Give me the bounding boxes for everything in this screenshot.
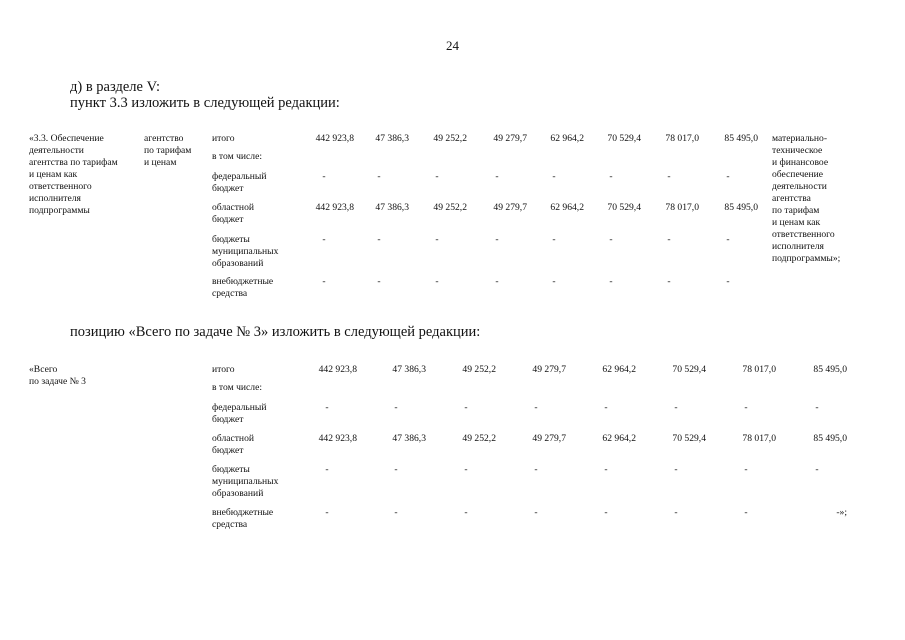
table-cell: 47 386,3 bbox=[392, 433, 426, 444]
table-cell: - bbox=[435, 234, 439, 245]
table-cell: - bbox=[464, 464, 468, 475]
section2-intro: позицию «Всего по задаче № 3» изложить в следующей редакции: bbox=[70, 324, 481, 340]
table-cell: - bbox=[394, 464, 398, 475]
table-cell: 70 529,4 bbox=[607, 133, 641, 144]
table-cell: - bbox=[322, 171, 326, 182]
table-cell: - bbox=[744, 402, 748, 413]
table-cell: 49 252,2 bbox=[433, 202, 467, 213]
table-cell: - bbox=[464, 507, 468, 518]
table-cell: 78 017,0 bbox=[742, 364, 776, 375]
table-cell: - bbox=[667, 234, 671, 245]
row-label: в том числе: bbox=[212, 382, 263, 393]
expected-result: материально- техническое и финансовое обеспечение деятельности агентства по тарифам и ценам как ответственного исполнителя подпрограммы»; bbox=[772, 133, 841, 264]
table-cell: 49 252,2 bbox=[433, 133, 467, 144]
table-cell: 62 964,2 bbox=[602, 433, 636, 444]
table-cell: 85 495,0 bbox=[813, 433, 847, 444]
intro-line-1: д) в разделе V: bbox=[70, 79, 160, 95]
table-cell: 85 495,0 bbox=[724, 202, 758, 213]
table-cell: - bbox=[325, 402, 329, 413]
row-label: итого bbox=[212, 133, 235, 144]
table-cell: 47 386,3 bbox=[375, 133, 409, 144]
table-cell: - bbox=[552, 171, 556, 182]
row-label: в том числе: bbox=[212, 151, 263, 162]
table-cell: - bbox=[325, 507, 329, 518]
table-cell: - bbox=[394, 507, 398, 518]
table-cell: - bbox=[464, 402, 468, 413]
table-cell: - bbox=[394, 402, 398, 413]
table-cell: - bbox=[609, 234, 613, 245]
row-label: внебюджетные средства bbox=[212, 507, 274, 530]
table-cell: 49 252,2 bbox=[462, 364, 496, 375]
table-cell: - bbox=[744, 507, 748, 518]
table-cell: - bbox=[552, 276, 556, 287]
table-cell: - bbox=[534, 464, 538, 475]
table-cell: - bbox=[495, 276, 499, 287]
table-cell: - bbox=[674, 507, 678, 518]
table-cell: - bbox=[674, 402, 678, 413]
table-cell: - bbox=[377, 171, 381, 182]
page-number: 24 bbox=[446, 38, 459, 53]
table-cell: - bbox=[726, 234, 730, 245]
row-label: бюджеты муниципальных образований bbox=[212, 234, 279, 269]
table-cell: 442 923,8 bbox=[315, 133, 354, 144]
table-cell: - bbox=[435, 276, 439, 287]
table-cell: 78 017,0 bbox=[665, 133, 699, 144]
table-cell: 442 923,8 bbox=[318, 433, 357, 444]
table-cell: - bbox=[609, 276, 613, 287]
table-cell: 62 964,2 bbox=[550, 133, 584, 144]
row-label: областной бюджет bbox=[212, 433, 255, 456]
table-cell: 78 017,0 bbox=[665, 202, 699, 213]
table-cell: 70 529,4 bbox=[672, 364, 706, 375]
table-cell: 85 495,0 bbox=[813, 364, 847, 375]
intro-line-2: пункт 3.3 изложить в следующей редакции: bbox=[70, 95, 340, 111]
table-cell: - bbox=[325, 464, 329, 475]
table-cell: 70 529,4 bbox=[672, 433, 706, 444]
table-cell: 47 386,3 bbox=[375, 202, 409, 213]
table-cell: 442 923,8 bbox=[315, 202, 354, 213]
row-label: федеральный бюджет bbox=[212, 171, 267, 194]
table-cell: - bbox=[534, 507, 538, 518]
table-cell: - bbox=[604, 464, 608, 475]
table-cell: - bbox=[534, 402, 538, 413]
table-cell: 78 017,0 bbox=[742, 433, 776, 444]
table-cell: 49 252,2 bbox=[462, 433, 496, 444]
table-cell: 62 964,2 bbox=[602, 364, 636, 375]
table-cell: - bbox=[495, 234, 499, 245]
table-cell: - bbox=[815, 402, 819, 413]
table-cell: - bbox=[604, 507, 608, 518]
row-label: итого bbox=[212, 364, 235, 375]
table-cell: - bbox=[667, 171, 671, 182]
row-label: областной бюджет bbox=[212, 202, 255, 225]
table-cell: 49 279,7 bbox=[493, 202, 527, 213]
row-label: внебюджетные средства bbox=[212, 276, 274, 299]
table-cell: - bbox=[667, 276, 671, 287]
table-cell: 442 923,8 bbox=[318, 364, 357, 375]
table-cell: - bbox=[377, 276, 381, 287]
task-total-title: «Всего по задаче № 3 bbox=[29, 364, 86, 387]
table-cell: - bbox=[435, 171, 439, 182]
table-cell: - bbox=[552, 234, 556, 245]
table-cell: 70 529,4 bbox=[607, 202, 641, 213]
table-cell: - bbox=[495, 171, 499, 182]
table-cell: - bbox=[744, 464, 748, 475]
table-cell: 49 279,7 bbox=[532, 364, 566, 375]
table-cell: 62 964,2 bbox=[550, 202, 584, 213]
table-cell: 49 279,7 bbox=[493, 133, 527, 144]
table-cell: - bbox=[726, 171, 730, 182]
executor-name: агентство по тарифам и ценам bbox=[144, 133, 192, 168]
table-cell: - bbox=[322, 276, 326, 287]
table-cell: 85 495,0 bbox=[724, 133, 758, 144]
table-cell: -»; bbox=[836, 507, 847, 518]
table-cell: - bbox=[726, 276, 730, 287]
table-cell: 49 279,7 bbox=[532, 433, 566, 444]
table-cell: - bbox=[322, 234, 326, 245]
table-cell: 47 386,3 bbox=[392, 364, 426, 375]
measure-name: «3.3. Обеспечение деятельности агентства по тарифам и ценам как ответственного исполнителя подпрограммы bbox=[29, 133, 118, 216]
table-cell: - bbox=[609, 171, 613, 182]
row-label: бюджеты муниципальных образований bbox=[212, 464, 279, 499]
row-label: федеральный бюджет bbox=[212, 402, 267, 425]
table-cell: - bbox=[674, 464, 678, 475]
table-cell: - bbox=[377, 234, 381, 245]
table-cell: - bbox=[815, 464, 819, 475]
table-cell: - bbox=[604, 402, 608, 413]
